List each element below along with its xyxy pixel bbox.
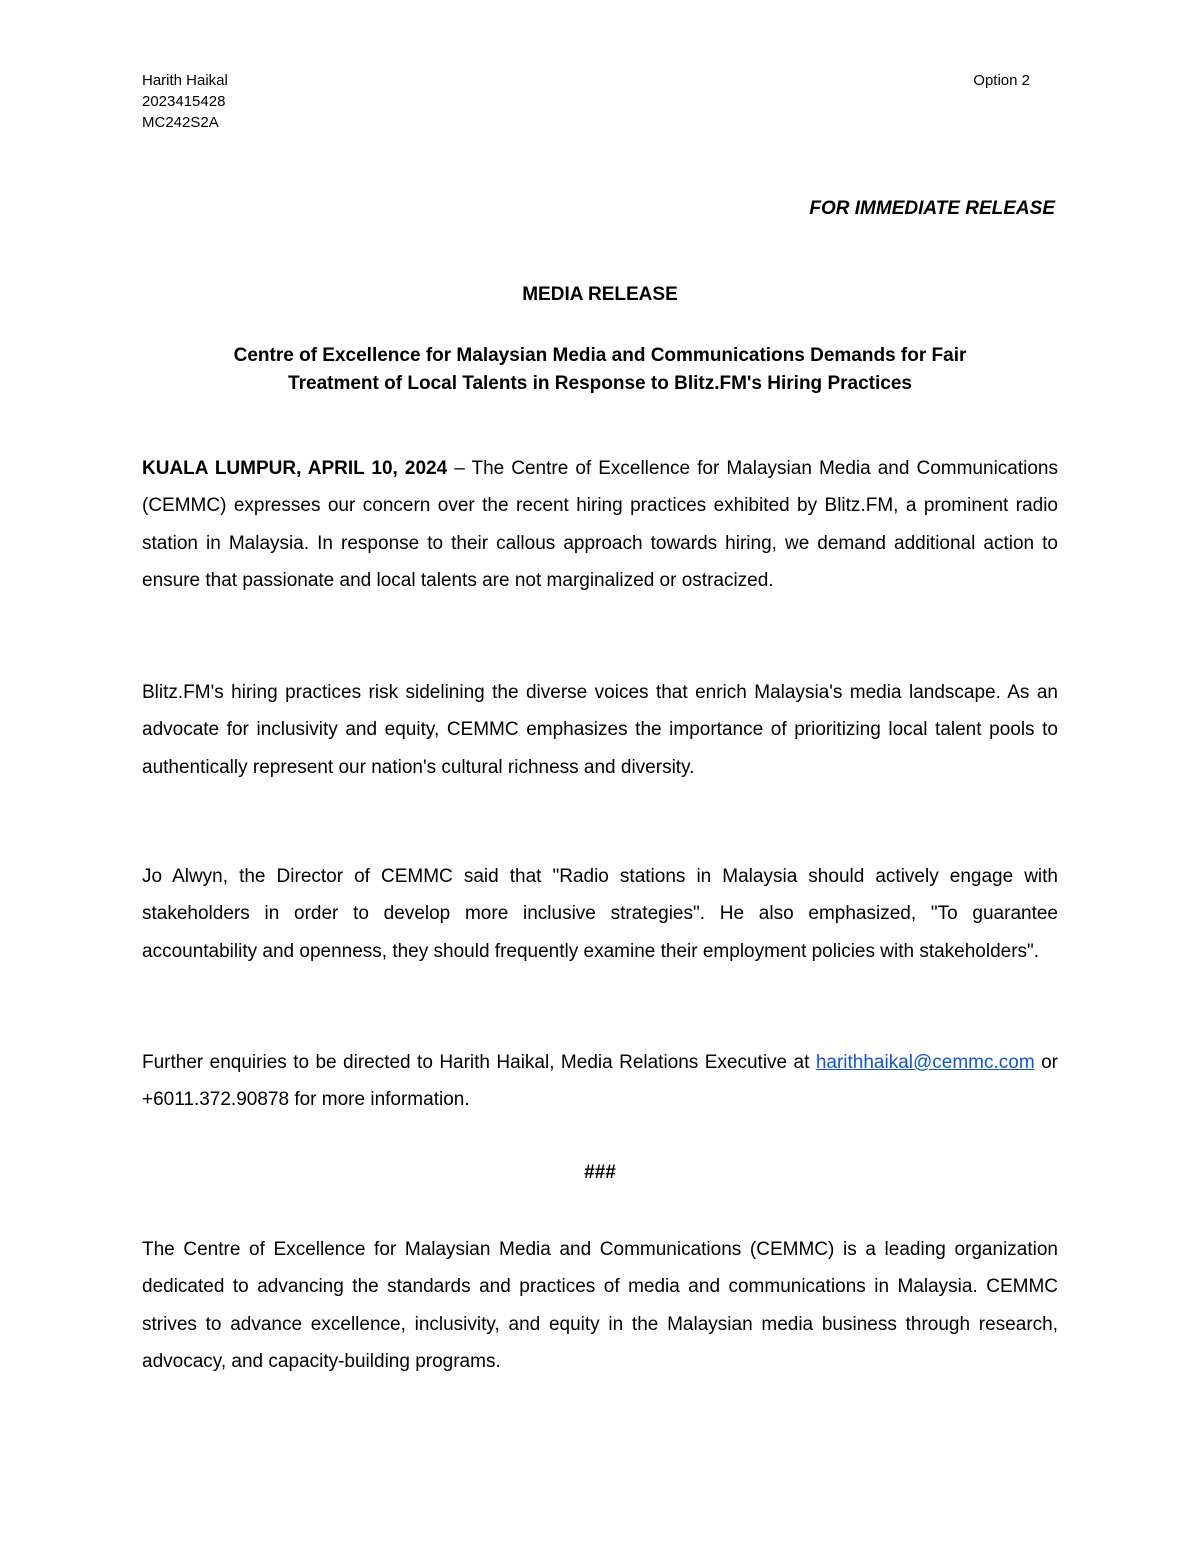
- paragraph-enquiries: [142, 1044, 1058, 1119]
- document-type-heading: MEDIA RELEASE: [522, 284, 678, 305]
- paragraph-director-quote: Jo Alwyn, the Director of CEMMC said that "Radio stations in Malaysia should actively engage with stakeholders in order to develop more inclusive strategies". He also emphasized, "To guarantee accountability and openness, they should frequently examine their employment policies with stakeholders".: [142, 866, 1058, 962]
- enquiries-text-before: Further enquiries to be directed to Harith Haikal, Media Relations Executive at: [142, 1052, 816, 1073]
- release-tag: FOR IMMEDIATE RELEASE: [809, 198, 1055, 219]
- headline-line-1: Centre of Excellence for Malaysian Media and Communications Demands for Fair: [233, 345, 967, 366]
- paragraph-lead: [142, 450, 1058, 599]
- author-info: [142, 70, 228, 133]
- student-id: 2023415428: [142, 93, 226, 110]
- headline: [150, 342, 1050, 398]
- author-name: Harith Haikal: [142, 72, 228, 89]
- headline-line-2: Treatment of Local Talents in Response to Blitz.FM's Hiring Practices: [288, 373, 912, 394]
- end-separator: ###: [584, 1162, 616, 1183]
- paragraph-hiring-risk: Blitz.FM's hiring practices risk sidelining the diverse voices that enrich Malaysia's media landscape. As an advocate for inclusivity and equity, CEMMC emphasizes the importance of prioritizing local talent pools to authentically represent our nation's cultural richness and diversity.: [142, 682, 1058, 778]
- enquiries-text-after: or +6011.372.90878 for more information.: [142, 1052, 1058, 1111]
- paragraph-lead-text: – The Centre of Excellence for Malaysian Media and Communications (CEMMC) expresses our concern over the recent hiring practices exhibited by Blitz.FM, a prominent radio station in Malaysia. In response to their callous approach towards hiring, we demand additional action to ensure that passionate and local talents are not marginalized or ostracized.: [142, 458, 1058, 591]
- email-link[interactable]: harithhaikal@cemmc.com: [815, 1052, 1035, 1073]
- dateline: KUALA LUMPUR, APRIL 10, 2024: [142, 458, 448, 479]
- paragraph-boilerplate: The Centre of Excellence for Malaysian Media and Communications (CEMMC) is a leading organization dedicated to advancing the standards and practices of media and communications in Malaysia. CEMMC strives to advance excellence, inclusivity, and equity in the Malaysian media business through research, advocacy, and capacity-building programs.: [142, 1239, 1058, 1372]
- class-code: MC242S2A: [142, 114, 219, 131]
- option-label: Option 2: [973, 72, 1030, 89]
